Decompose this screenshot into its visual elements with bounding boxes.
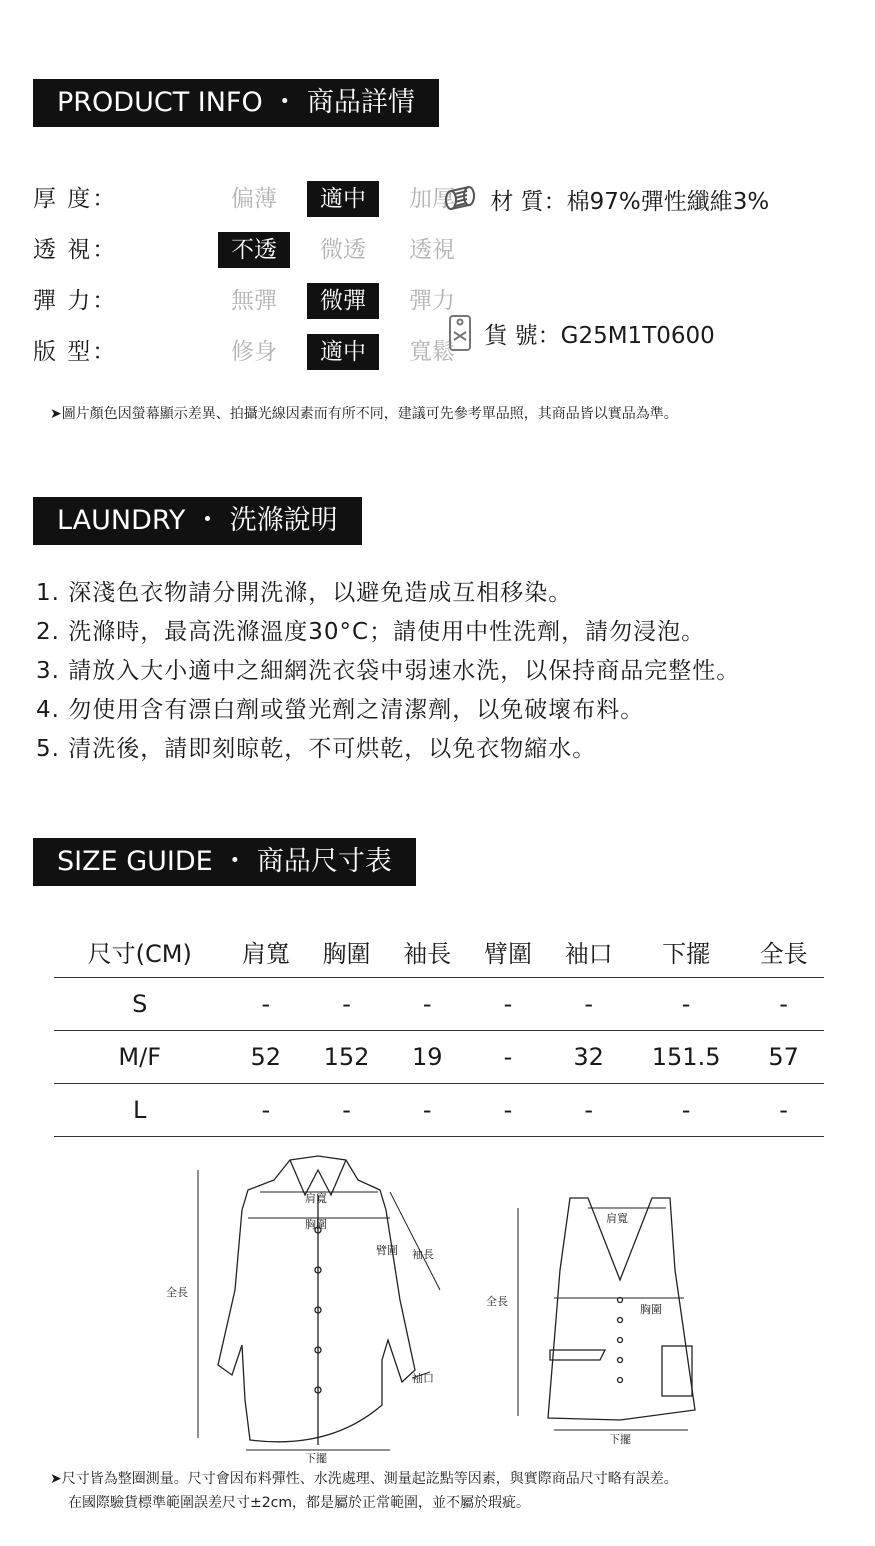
size-footnote-2: 在國際驗貨標準範圍誤差尺寸±2cm，都是屬於正常範圍，並不屬於瑕疵。 (68, 1495, 530, 1511)
vest-drawing (548, 1198, 695, 1420)
shirt-dimension-lines (198, 1170, 440, 1450)
table-cell: - (225, 978, 306, 1031)
attribute-row (33, 232, 455, 268)
thread-spool-icon (443, 184, 479, 221)
table-cell: L (54, 1084, 225, 1137)
table-cell: 151.5 (629, 1031, 743, 1084)
attribute-label: 版 型： (33, 339, 118, 365)
table-cell: - (468, 1084, 549, 1137)
table-cell: 152 (306, 1031, 387, 1084)
vest-length-label: 全長 (486, 1295, 508, 1308)
table-cell: 52 (225, 1031, 306, 1084)
material-label: 材 質： (490, 189, 567, 215)
attribute-row (33, 334, 455, 370)
table-cell: - (387, 1084, 468, 1137)
attribute-label: 彈 力： (33, 288, 118, 314)
table-cell: 32 (548, 1031, 629, 1084)
size-table (54, 925, 824, 1137)
table-cell: - (387, 978, 468, 1031)
size-guide-header: SIZE GUIDE ・ 商品尺寸表 (33, 838, 416, 886)
measurement-diagram (150, 1150, 730, 1470)
table-cell: - (548, 978, 629, 1031)
attribute-option: 適中 (307, 334, 379, 370)
size-column-header: 全長 (743, 925, 824, 978)
table-cell: - (306, 978, 387, 1031)
table-cell: 19 (387, 1031, 468, 1084)
table-cell: - (468, 1031, 549, 1084)
vest-chest-label: 胸圍 (640, 1303, 662, 1316)
attribute-option: 適中 (307, 181, 379, 217)
table-cell: - (225, 1084, 306, 1137)
laundry-item: 3. 請放入大小適中之細網洗衣袋中弱速水洗，以保持商品完整性。 (36, 658, 741, 684)
attribute-option: 寬鬆 (409, 339, 455, 365)
table-row (54, 1031, 824, 1084)
attribute-option: 透視 (409, 237, 455, 263)
table-cell: S (54, 978, 225, 1031)
attribute-option: 不透 (218, 232, 290, 268)
shirt-chest-label: 胸圍 (305, 1218, 327, 1231)
shirt-hem-label: 下擺 (305, 1452, 327, 1465)
attribute-option: 微彈 (307, 283, 379, 319)
table-cell: - (629, 1084, 743, 1137)
laundry-item: 1. 深淺色衣物請分開洗滌，以避免造成互相移染。 (36, 580, 573, 606)
material-value: 棉97%彈性纖維3% (566, 189, 770, 215)
shirt-shoulder-label: 肩寬 (305, 1192, 327, 1205)
attribute-option: 修身 (231, 339, 277, 365)
size-column-header: 肩寬 (225, 925, 306, 978)
attribute-option: 偏薄 (231, 186, 277, 212)
shirt-length-label: 全長 (166, 1286, 188, 1299)
size-table-header-row (54, 925, 824, 978)
attribute-option: 微透 (320, 237, 366, 263)
attribute-row (33, 181, 455, 217)
material-spec (443, 184, 769, 221)
size-column-header: 臂圍 (468, 925, 549, 978)
size-footnote-1: ➤尺寸皆為整圈測量。尺寸會因布料彈性、水洗處理、測量起訖點等因素，與實際商品尺寸略有誤差。 (50, 1471, 678, 1487)
product-info-header: PRODUCT INFO ・ 商品詳情 (33, 79, 439, 127)
laundry-header: LAUNDRY ・ 洗滌說明 (33, 497, 362, 545)
table-cell: - (548, 1084, 629, 1137)
attribute-label: 透 視： (33, 237, 118, 263)
size-column-header: 袖口 (548, 925, 629, 978)
color-disclaimer: ➤圖片顏色因螢幕顯示差異、拍攝光線因素而有所不同，建議可先參考單品照，其商品皆以實品為準。 (50, 406, 678, 422)
item-number-value: G25M1T0600 (560, 323, 715, 349)
size-column-header: 尺寸(CM) (54, 925, 225, 978)
vest-hem-label: 下擺 (609, 1433, 631, 1446)
table-cell: 57 (743, 1031, 824, 1084)
vest-shoulder-label: 肩寬 (606, 1212, 628, 1225)
price-tag-icon (447, 310, 473, 363)
table-row (54, 978, 824, 1031)
table-cell: - (743, 1084, 824, 1137)
table-cell: - (743, 978, 824, 1031)
size-column-header: 胸圍 (306, 925, 387, 978)
shirt-arm-label: 臂圍 (376, 1244, 398, 1257)
shirt-sleeve-label: 袖長 (412, 1248, 434, 1261)
laundry-item: 2. 洗滌時，最高洗滌溫度30°C；請使用中性洗劑，請勿浸泡。 (36, 619, 706, 645)
laundry-instructions (36, 574, 740, 769)
attribute-row (33, 283, 455, 319)
item-number-spec (447, 310, 715, 363)
laundry-item: 5. 清洗後，請即刻晾乾，不可烘乾，以免衣物縮水。 (36, 736, 597, 762)
table-cell: M/F (54, 1031, 225, 1084)
table-row (54, 1084, 824, 1137)
size-column-header: 下擺 (629, 925, 743, 978)
attribute-option: 無彈 (231, 288, 277, 314)
attribute-option: 加厚 (409, 186, 455, 212)
vest-dimension-lines (518, 1208, 688, 1430)
shirt-cuff-label: 袖口 (412, 1372, 434, 1385)
attribute-label: 厚 度： (33, 186, 118, 212)
attribute-option: 彈力 (409, 288, 455, 314)
size-column-header: 袖長 (387, 925, 468, 978)
table-cell: - (306, 1084, 387, 1137)
table-cell: - (629, 978, 743, 1031)
table-cell: - (468, 978, 549, 1031)
laundry-item: 4. 勿使用含有漂白劑或螢光劑之清潔劑，以免破壞布料。 (36, 697, 645, 723)
item-number-label: 貨 號： (484, 323, 561, 349)
